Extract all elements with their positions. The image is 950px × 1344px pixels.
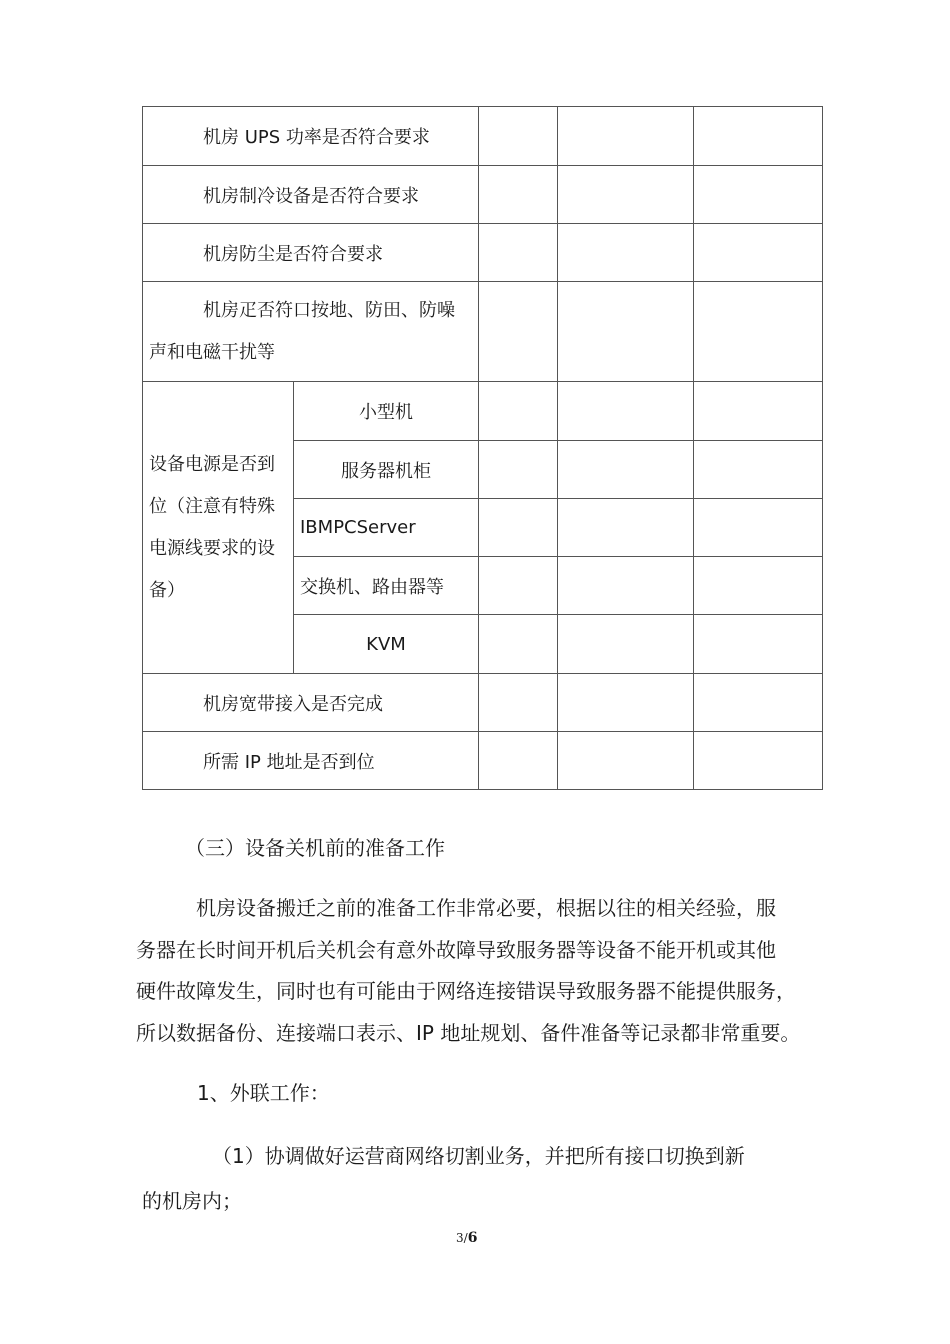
paragraph-line: 务器在长时间开机后关机会有意外故障导致服务器等设备不能开机或其他 [136,937,776,962]
check-cell [558,382,694,441]
check-cell [558,499,694,557]
check-item-label: 机房宽带接入是否完成 [143,674,479,732]
check-cell [558,107,694,166]
check-cell [694,674,823,732]
check-cell [479,732,558,790]
check-cell [558,557,694,615]
check-cell [694,107,823,166]
table-row [143,674,823,732]
check-item-line: 声和电磁干扰等 [149,341,275,363]
check-cell [479,674,558,732]
page-number [456,1230,477,1246]
check-cell [479,615,558,674]
power-group-label [143,382,294,674]
device-label: IBMPCServer [294,499,479,557]
check-cell [479,441,558,499]
page-total: 6 [467,1230,478,1246]
section-heading: （三）设备关机前的准备工作 [185,836,445,860]
checklist-table [142,106,823,790]
sub-item-line: 的机房内； [142,1189,242,1213]
check-item-line: 机房疋否符口按地、防田、防噪 [203,299,455,321]
check-cell [479,557,558,615]
check-cell [694,166,823,224]
body-paragraph [136,888,826,1054]
list-item-heading: 1、外联工作： [197,1081,330,1105]
check-cell [558,166,694,224]
paragraph-line: 机房设备搬迁之前的准备工作非常必要，根据以往的相关经验，服 [196,896,776,920]
check-item-label: 机房 UPS 功率是否符合要求 [143,107,479,166]
check-cell [558,732,694,790]
device-label: 小型机 [294,382,479,441]
paragraph-line: 所以数据备份、连接端口表示、IP 地址规划、备件准备等记录都非常重要。 [136,1020,801,1045]
check-item-label [143,282,479,382]
group-label-line: 电源线要求的设 [149,537,275,559]
check-cell [479,499,558,557]
check-cell [558,615,694,674]
check-cell [694,441,823,499]
table-row [143,732,823,790]
group-label-line: 位（注意有特殊 [149,495,275,517]
sub-item-line: （1）协调做好运营商网络切割业务，并把所有接口切换到新 [212,1144,745,1168]
check-cell [694,732,823,790]
check-cell [479,224,558,282]
check-cell [558,674,694,732]
check-cell [558,224,694,282]
check-cell [694,382,823,441]
table-row [143,107,823,166]
check-item-label: 机房制冷设备是否符合要求 [143,166,479,224]
check-cell [694,282,823,382]
check-cell [694,557,823,615]
check-cell [694,499,823,557]
device-label: 交换机、路由器等 [294,557,479,615]
table-row [143,224,823,282]
device-label: KVM [294,615,479,674]
check-cell [694,615,823,674]
check-cell [479,382,558,441]
device-label: 服务器机柜 [294,441,479,499]
check-cell [558,441,694,499]
check-cell [694,224,823,282]
group-label-line: 设备电源是否到 [149,453,275,475]
table-row [143,382,823,441]
table-row [143,282,823,382]
check-cell [558,282,694,382]
check-cell [479,282,558,382]
check-cell [479,166,558,224]
check-item-label: 所需 IP 地址是否到位 [143,732,479,790]
group-label-line: 备） [149,579,185,601]
page-current: 3/ [456,1231,468,1245]
paragraph-line: 硬件故障发生，同时也有可能由于网络连接错误导致服务器不能提供服务， [136,979,796,1003]
check-item-label: 机房防尘是否符合要求 [143,224,479,282]
table-row [143,166,823,224]
check-cell [479,107,558,166]
